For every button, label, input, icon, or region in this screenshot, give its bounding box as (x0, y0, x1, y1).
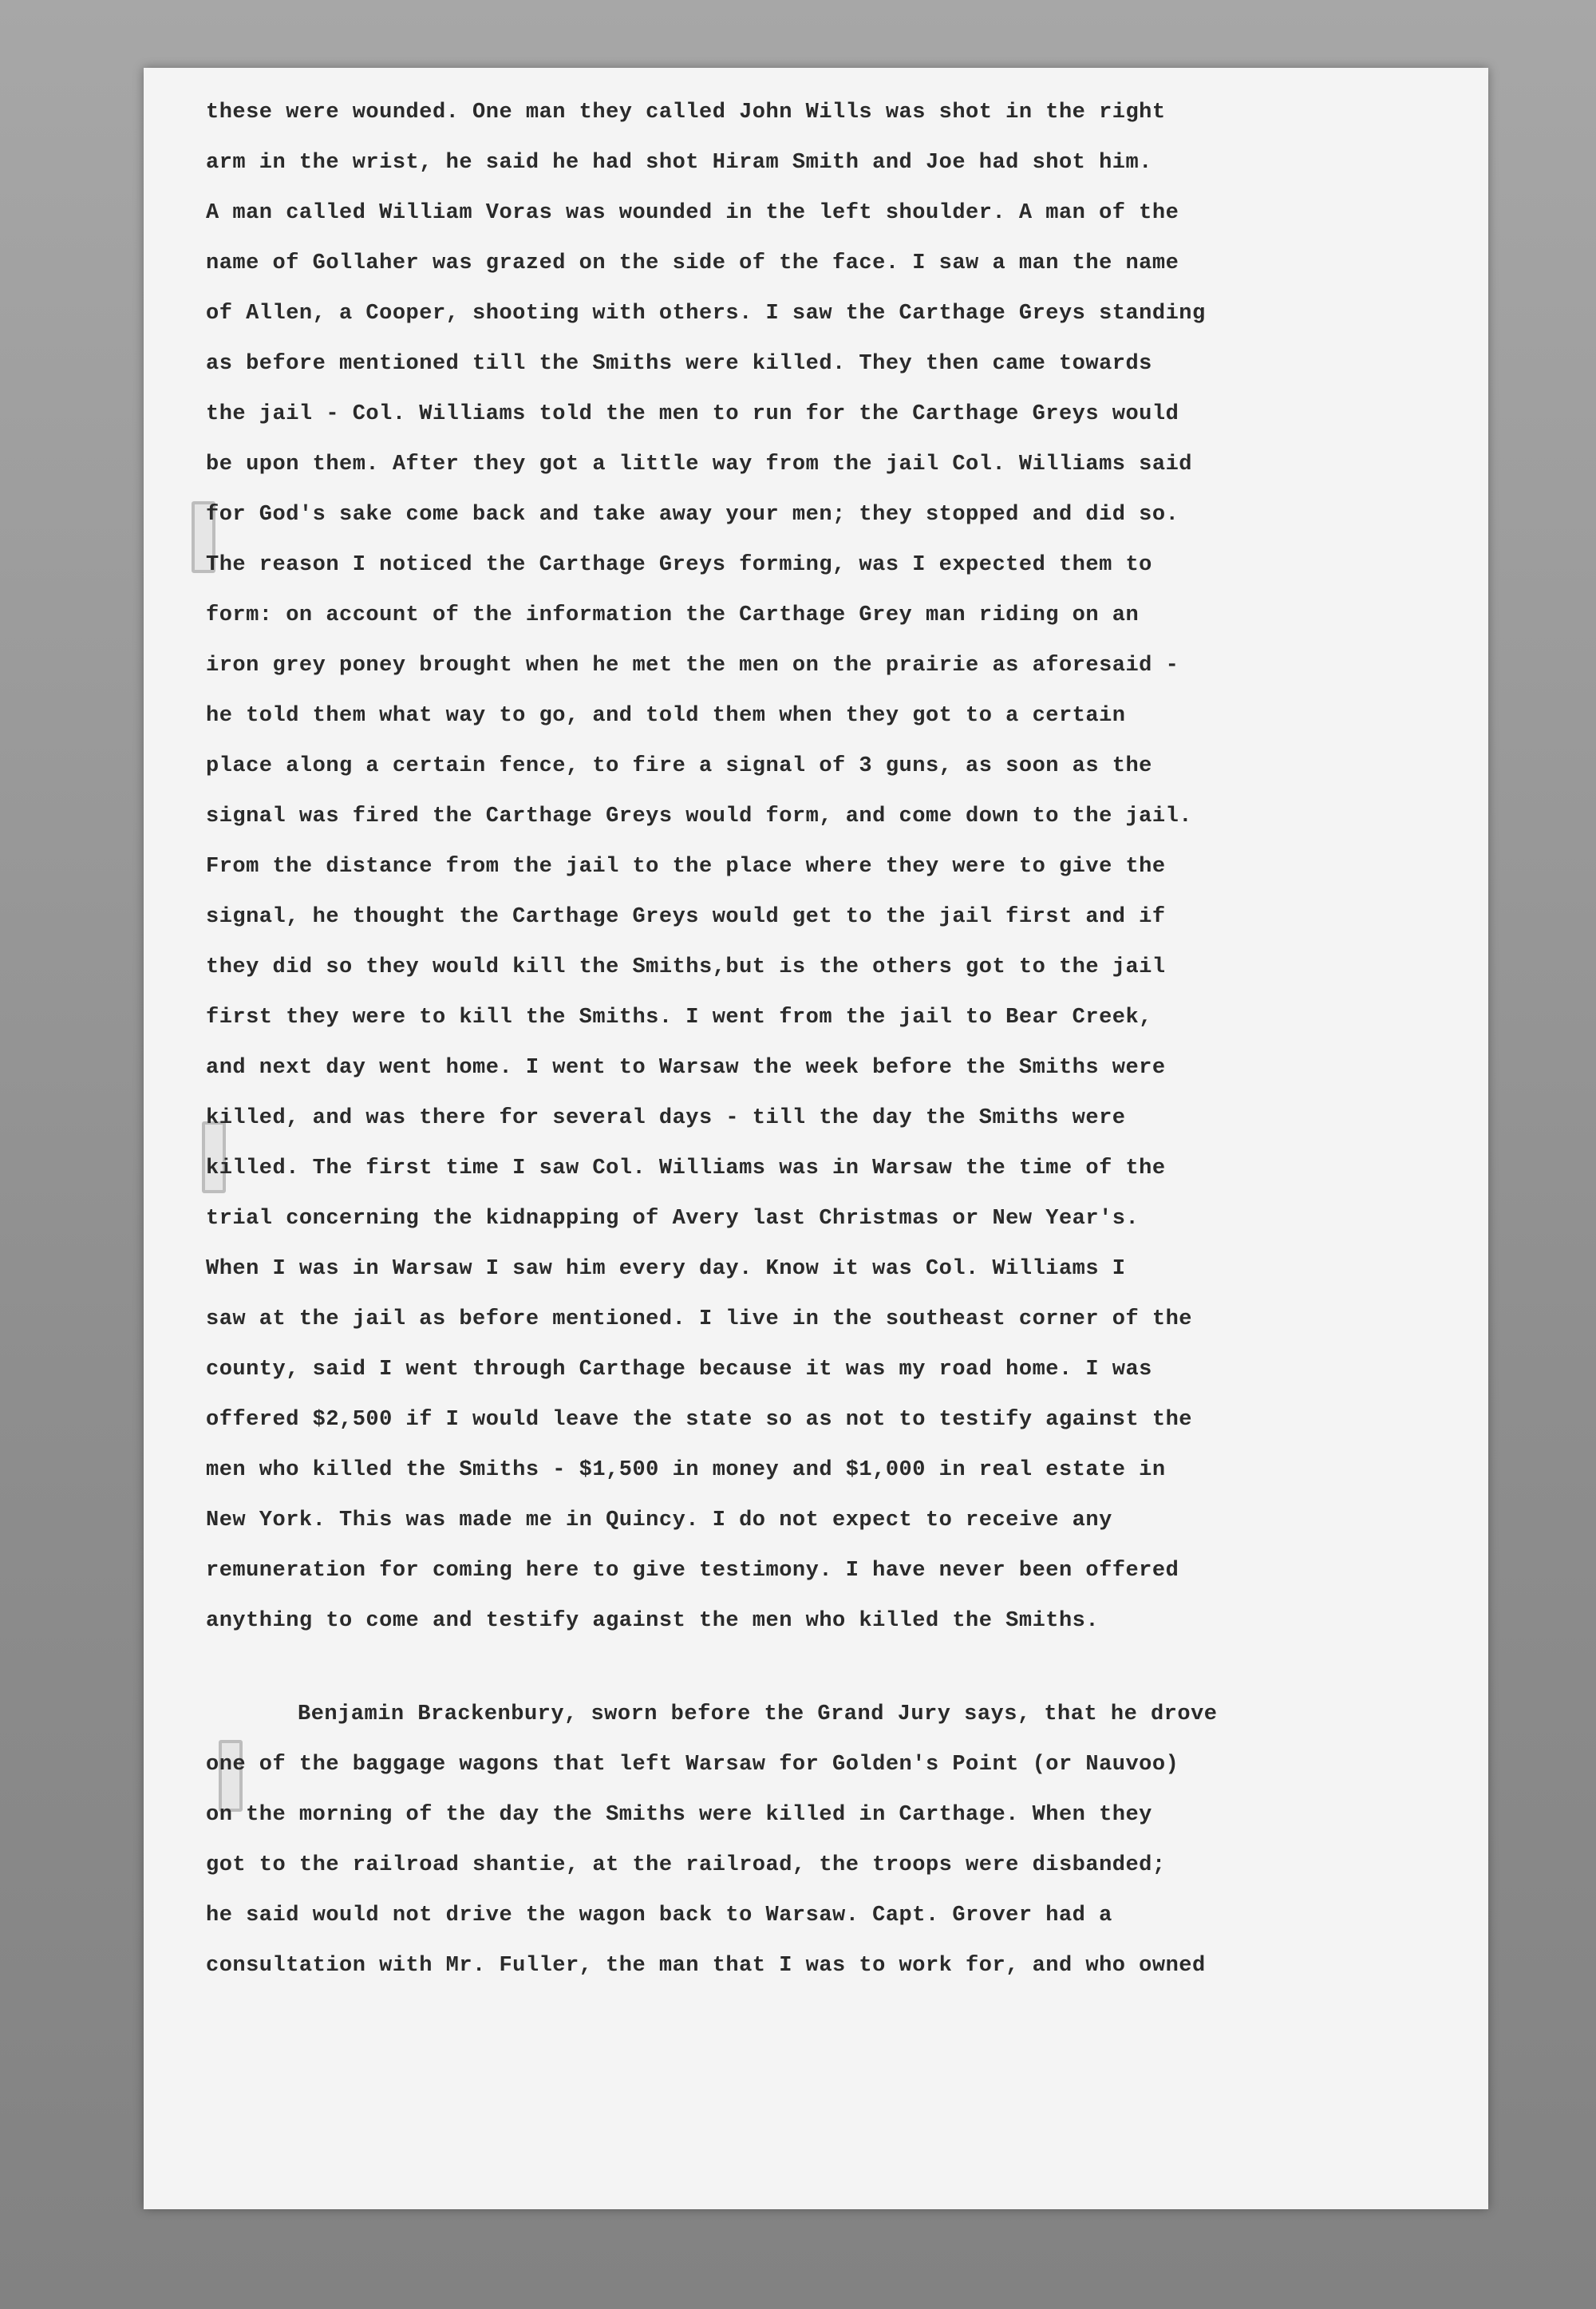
text-line: of Allen, a Cooper, shooting with others. I saw the Carthage Greys standing (206, 302, 1206, 326)
text-line: killed. The first time I saw Col. Williams was in Warsaw the time of the (206, 1156, 1166, 1180)
text-line: A man called William Voras was wounded in the left shoulder. A man of the (206, 201, 1179, 225)
text-line: name of Gollaher was grazed on the side of the face. I saw a man the name (206, 251, 1179, 275)
text-line: place along a certain fence, to fire a signal of 3 guns, as soon as the (206, 754, 1152, 778)
text-line: signal, he thought the Carthage Greys would get to the jail first and if (206, 905, 1166, 929)
text-line: New York. This was made me in Quincy. I do not expect to receive any (206, 1508, 1112, 1532)
text-line: these were wounded. One man they called John Wills was shot in the right (206, 101, 1166, 125)
text-line: consultation with Mr. Fuller, the man that I was to work for, and who owned (206, 1954, 1206, 1978)
text-line: for God's sake come back and take away your men; they stopped and did so. (206, 503, 1179, 527)
text-line: got to the railroad shantie, at the railroad, the troops were disbanded; (206, 1853, 1166, 1877)
text-line: men who killed the Smiths - $1,500 in money and $1,000 in real estate in (206, 1458, 1166, 1482)
text-line: anything to come and testify against the men who killed the Smiths. (206, 1609, 1100, 1633)
text-line: as before mentioned till the Smiths were killed. They then came towards (206, 352, 1152, 376)
text-line: he told them what way to go, and told them when they got to a certain (206, 704, 1126, 728)
document-body (206, 88, 1355, 1991)
text-line: The reason I noticed the Carthage Greys forming, was I expected them to (206, 553, 1152, 577)
text-line: county, said I went through Carthage because it was my road home. I was (206, 1358, 1152, 1382)
text-line: the jail - Col. Williams told the men to run for the Carthage Greys would (206, 402, 1179, 426)
text-line: From the distance from the jail to the place where they were to give the (206, 855, 1166, 879)
text-line: Benjamin Brackenbury, sworn before the Grand Jury says, that he drove (298, 1702, 1218, 1726)
text-line: and next day went home. I went to Warsaw the week before the Smiths were (206, 1056, 1166, 1080)
text-line: one of the baggage wagons that left Warsaw for Golden's Point (or Nauvoo) (206, 1753, 1179, 1777)
text-line: form: on account of the information the Carthage Grey man riding on an (206, 603, 1140, 627)
text-line: When I was in Warsaw I saw him every day. Know it was Col. Williams I (206, 1257, 1126, 1281)
text-line: he said would not drive the wagon back to Warsaw. Capt. Grover had a (206, 1904, 1112, 1927)
text-line: first they were to kill the Smiths. I went from the jail to Bear Creek, (206, 1006, 1152, 1030)
text-line: saw at the jail as before mentioned. I live in the southeast corner of the (206, 1307, 1192, 1331)
text-line: they did so they would kill the Smiths,but is the others got to the jail (206, 955, 1166, 979)
text-line: be upon them. After they got a little way from the jail Col. Williams said (206, 453, 1192, 476)
text-line: offered $2,500 if I would leave the state so as not to testify against the (206, 1408, 1192, 1432)
text-line: arm in the wrist, he said he had shot Hiram Smith and Joe had shot him. (206, 151, 1152, 175)
text-line: remuneration for coming here to give testimony. I have never been offered (206, 1559, 1179, 1583)
text-line: on the morning of the day the Smiths were killed in Carthage. When they (206, 1803, 1152, 1827)
text-line: trial concerning the kidnapping of Avery last Christmas or New Year's. (206, 1207, 1140, 1231)
text-line: iron grey poney brought when he met the men on the prairie as aforesaid - (206, 654, 1179, 678)
text-line: killed, and was there for several days - till the day the Smiths were (206, 1106, 1126, 1130)
paragraph-gap (206, 1647, 1355, 1690)
text-line: signal was fired the Carthage Greys would form, and come down to the jail. (206, 805, 1192, 828)
